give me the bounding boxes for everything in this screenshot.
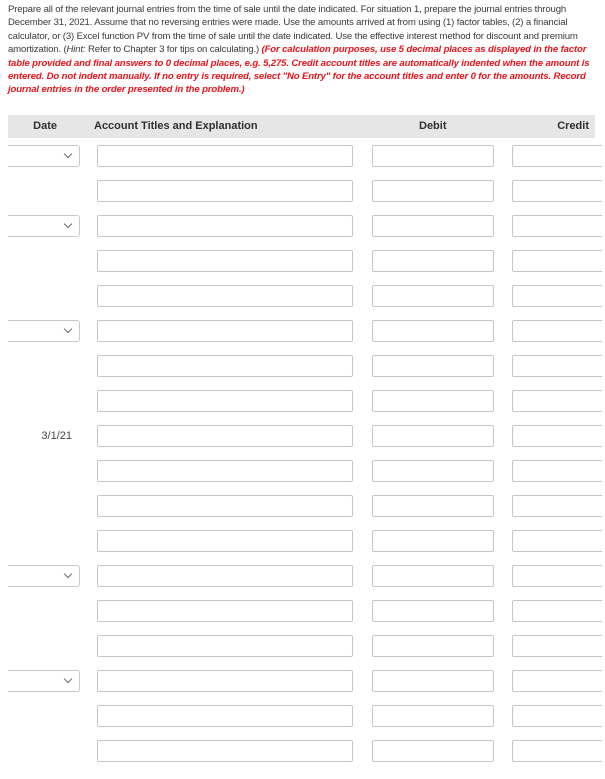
credit-amount-input[interactable] [512, 705, 602, 727]
journal-entry-row [0, 215, 605, 238]
account-title-input[interactable] [97, 425, 353, 447]
chevron-down-icon [64, 675, 72, 683]
account-title-input[interactable] [97, 390, 353, 412]
journal-entry-row [0, 460, 605, 483]
date-dropdown[interactable] [8, 320, 80, 342]
chevron-down-icon [64, 220, 72, 228]
credit-amount-input[interactable] [512, 670, 602, 692]
journal-entry-row [0, 250, 605, 273]
journal-entry-row [0, 495, 605, 518]
credit-amount-input[interactable] [512, 460, 602, 482]
credit-amount-input[interactable] [512, 285, 602, 307]
credit-amount-input[interactable] [512, 740, 602, 762]
account-title-input[interactable] [97, 460, 353, 482]
debit-amount-input[interactable] [372, 145, 494, 167]
debit-amount-input[interactable] [372, 215, 494, 237]
debit-amount-input[interactable] [372, 250, 494, 272]
debit-amount-input[interactable] [372, 565, 494, 587]
journal-entry-row [0, 355, 605, 378]
debit-amount-input[interactable] [372, 355, 494, 377]
credit-amount-input[interactable] [512, 250, 602, 272]
credit-amount-input[interactable] [512, 390, 602, 412]
credit-amount-input[interactable] [512, 635, 602, 657]
hint-label: Hint: [66, 44, 86, 56]
journal-entry-row [0, 390, 605, 413]
account-title-input[interactable] [97, 635, 353, 657]
credit-amount-input[interactable] [512, 215, 602, 237]
instructions-text [8, 3, 598, 97]
debit-amount-input[interactable] [372, 390, 494, 412]
account-title-input[interactable] [97, 670, 353, 692]
account-title-input[interactable] [97, 355, 353, 377]
account-title-input[interactable] [97, 530, 353, 552]
credit-amount-input[interactable] [512, 180, 602, 202]
journal-table-header [8, 115, 595, 138]
journal-entry-row [0, 670, 605, 693]
chevron-down-icon [64, 150, 72, 158]
debit-amount-input[interactable] [372, 705, 494, 727]
credit-amount-input[interactable] [512, 355, 602, 377]
journal-entry-row [0, 635, 605, 658]
account-title-input[interactable] [97, 600, 353, 622]
calculation-instructions: (For calculation purposes, use 5 decimal places as displayed in the factor table provided and final answers to 0 decimal places, e.g. 5,275. Credit account titles are automatically indented when the amount is entered. Do not indent manually. If no entry is required, select "No Entry" for the account titles and enter 0 for the amounts. Record journal entries in the order presented in the problem.) [8, 44, 590, 96]
journal-entry-row [0, 180, 605, 203]
account-title-input[interactable] [97, 285, 353, 307]
journal-entry-row [0, 530, 605, 553]
header-account-titles: Account Titles and Explanation [94, 120, 258, 132]
credit-amount-input[interactable] [512, 530, 602, 552]
debit-amount-input[interactable] [372, 600, 494, 622]
header-debit: Debit [419, 120, 447, 132]
journal-entry-row [0, 600, 605, 623]
date-dropdown[interactable] [8, 215, 80, 237]
chevron-down-icon [64, 325, 72, 333]
account-title-input[interactable] [97, 320, 353, 342]
debit-amount-input[interactable] [372, 425, 494, 447]
journal-entry-row [0, 145, 605, 168]
journal-entry-row [0, 320, 605, 343]
debit-amount-input[interactable] [372, 635, 494, 657]
hint-text: Refer to Chapter 3 for tips on calculating.) [85, 44, 262, 56]
debit-amount-input[interactable] [372, 320, 494, 342]
credit-amount-input[interactable] [512, 425, 602, 447]
date-dropdown[interactable] [8, 670, 80, 692]
debit-amount-input[interactable] [372, 180, 494, 202]
header-date: Date [33, 120, 57, 132]
credit-amount-input[interactable] [512, 495, 602, 517]
journal-entry-row [0, 705, 605, 728]
date-dropdown[interactable] [8, 565, 80, 587]
account-title-input[interactable] [97, 705, 353, 727]
debit-amount-input[interactable] [372, 740, 494, 762]
credit-amount-input[interactable] [512, 320, 602, 342]
journal-entry-row [0, 285, 605, 308]
account-title-input[interactable] [97, 740, 353, 762]
instructions-plain: Prepare all of the relevant journal entries from the time of sale until the date indicated. For situation 1, prepare the journal entries through December 31, 2021. Assume that no reversing entries were made. Use the amounts arrived at from using (1) factor tables, (2) a financial calculator, or (3) Excel function PV from the time of sale until the date indicated. Use the effective interest method for discount and premium amortization. ( [8, 4, 578, 56]
account-title-input[interactable] [97, 180, 353, 202]
credit-amount-input[interactable] [512, 600, 602, 622]
date-dropdown[interactable] [8, 145, 80, 167]
journal-entry-row [0, 565, 605, 588]
account-title-input[interactable] [97, 495, 353, 517]
journal-entry-row [0, 425, 605, 448]
credit-amount-input[interactable] [512, 565, 602, 587]
date-label: 3/1/21 [41, 430, 72, 442]
debit-amount-input[interactable] [372, 285, 494, 307]
debit-amount-input[interactable] [372, 495, 494, 517]
header-credit: Credit [557, 120, 589, 132]
account-title-input[interactable] [97, 145, 353, 167]
account-title-input[interactable] [97, 250, 353, 272]
credit-amount-input[interactable] [512, 145, 602, 167]
debit-amount-input[interactable] [372, 670, 494, 692]
journal-entry-row [0, 740, 605, 763]
debit-amount-input[interactable] [372, 460, 494, 482]
account-title-input[interactable] [97, 215, 353, 237]
account-title-input[interactable] [97, 565, 353, 587]
chevron-down-icon [64, 570, 72, 578]
debit-amount-input[interactable] [372, 530, 494, 552]
